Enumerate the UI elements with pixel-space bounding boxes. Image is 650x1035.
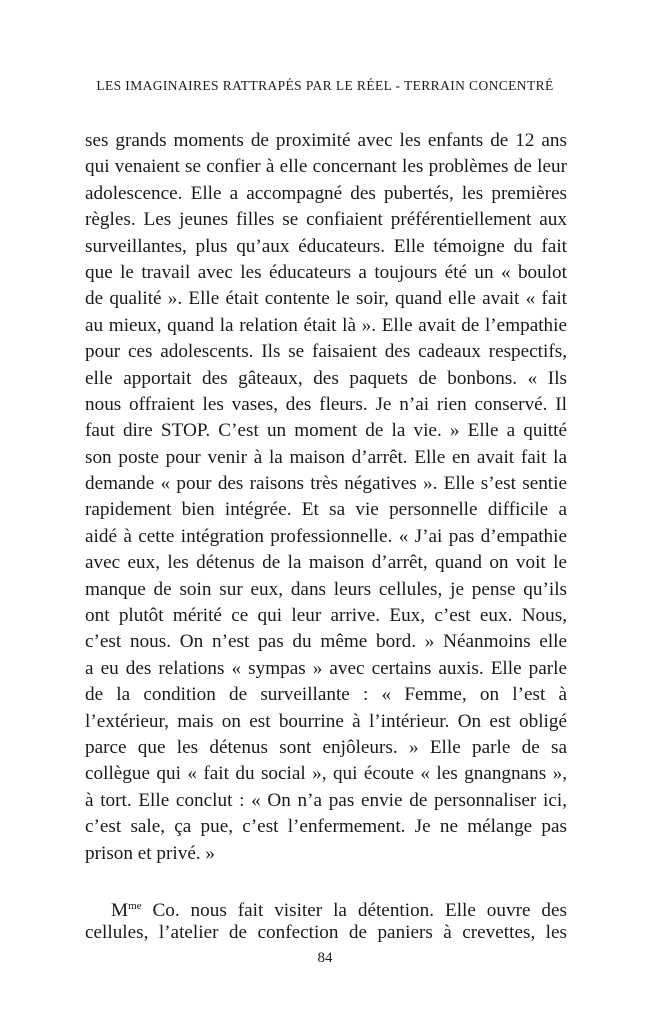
text-line: pour ces adolescents. Ils se faisaient des cadeaux respectifs, (85, 341, 567, 363)
text-line: faut dire STOP. C’est un moment de la vie. » Elle a quitté (85, 420, 567, 442)
text-line: de la condition de surveillante : « Femme, on l’est à (85, 684, 567, 706)
running-header: LES IMAGINAIRES RATTRAPÉS PAR LE RÉEL - TERRAIN CONCENTRÉ (96, 78, 554, 93)
text-line: aidé à cette intégration professionnelle. « J’ai pas d’empathie (85, 525, 567, 547)
text-line: avec eux, les détenus de la maison d’arrêt, quand on voit le (85, 552, 567, 574)
text-line: c’est sale, ça pue, c’est l’enfermement. Je ne mélange pas (85, 816, 567, 838)
text-line: nous offraient les vases, des fleurs. Je n’ai rien conservé. Il (85, 393, 567, 415)
text-line: ses grands moments de proximité avec les enfants de 12 ans (85, 130, 567, 151)
text-line: règles. Les jeunes filles se confiaient préférentiellement aux (85, 209, 567, 231)
text-line: adolescence. Elle a accompagné des pubertés, les premières (85, 182, 567, 204)
text-line: prison et privé. » (85, 842, 216, 864)
line-rest: Co. nous fait visiter la détention. Elle ouvre des (141, 900, 567, 922)
text-line: ont plutôt mérité ce qui leur arrive. Eux, c’est eux. Nous, (85, 605, 567, 627)
text-line: à tort. Elle conclut : « On n’a pas envie de personnaliser ici, (85, 789, 567, 811)
text-line: parce que les détenus sont enjôleurs. » Elle parle de sa (85, 736, 567, 758)
text-line: que le travail avec les éducateurs a toujours été un « boulot (85, 261, 567, 283)
text-line: cellules, l’atelier de confection de paniers à crevettes, les (85, 921, 567, 943)
body-text (85, 128, 567, 946)
text-line: demande « pour des raisons très négatives ». Elle s’est sentie (85, 473, 567, 495)
text-line: son poste pour venir à la maison d’arrêt. Elle en avait fait la (85, 446, 567, 468)
text-line: qui venaient se confier à elle concernant les problèmes de leur (85, 156, 567, 178)
text-line: collègue qui « fait du social », qui écoute « les gnangnans », (85, 763, 567, 785)
page-number: 84 (317, 950, 333, 966)
text-line (85, 893, 567, 922)
honorific-prefix: M (111, 900, 129, 922)
text-line: de qualité ». Elle était contente le soir, quand elle avait « fait (85, 288, 567, 310)
paragraph-spacer (85, 867, 567, 893)
text-line: rapidement bien intégrée. Et sa vie personnelle difficile a (85, 499, 567, 521)
paragraph-1 (85, 128, 567, 867)
text-line: surveillantes, plus qu’aux éducateurs. Elle témoigne du fait (85, 235, 567, 257)
text-line: a eu des relations « sympas » avec certains auxis. Elle parle (85, 657, 567, 679)
text-line: c’est nous. On n’est pas du même bord. » Néanmoins elle (85, 631, 567, 653)
text-line: elle apportait des gâteaux, des paquets de bonbons. « Ils (85, 367, 567, 389)
text-line: l’extérieur, mais on est bourrine à l’intérieur. On est obligé (85, 710, 567, 732)
text-line: manque de soin sur eux, dans leurs cellules, je pense qu’ils (85, 578, 567, 600)
honorific-superscript: me (128, 900, 142, 913)
paragraph-2 (85, 893, 567, 946)
text-line: au mieux, quand la relation était là ». Elle avait de l’empathie (85, 314, 567, 336)
